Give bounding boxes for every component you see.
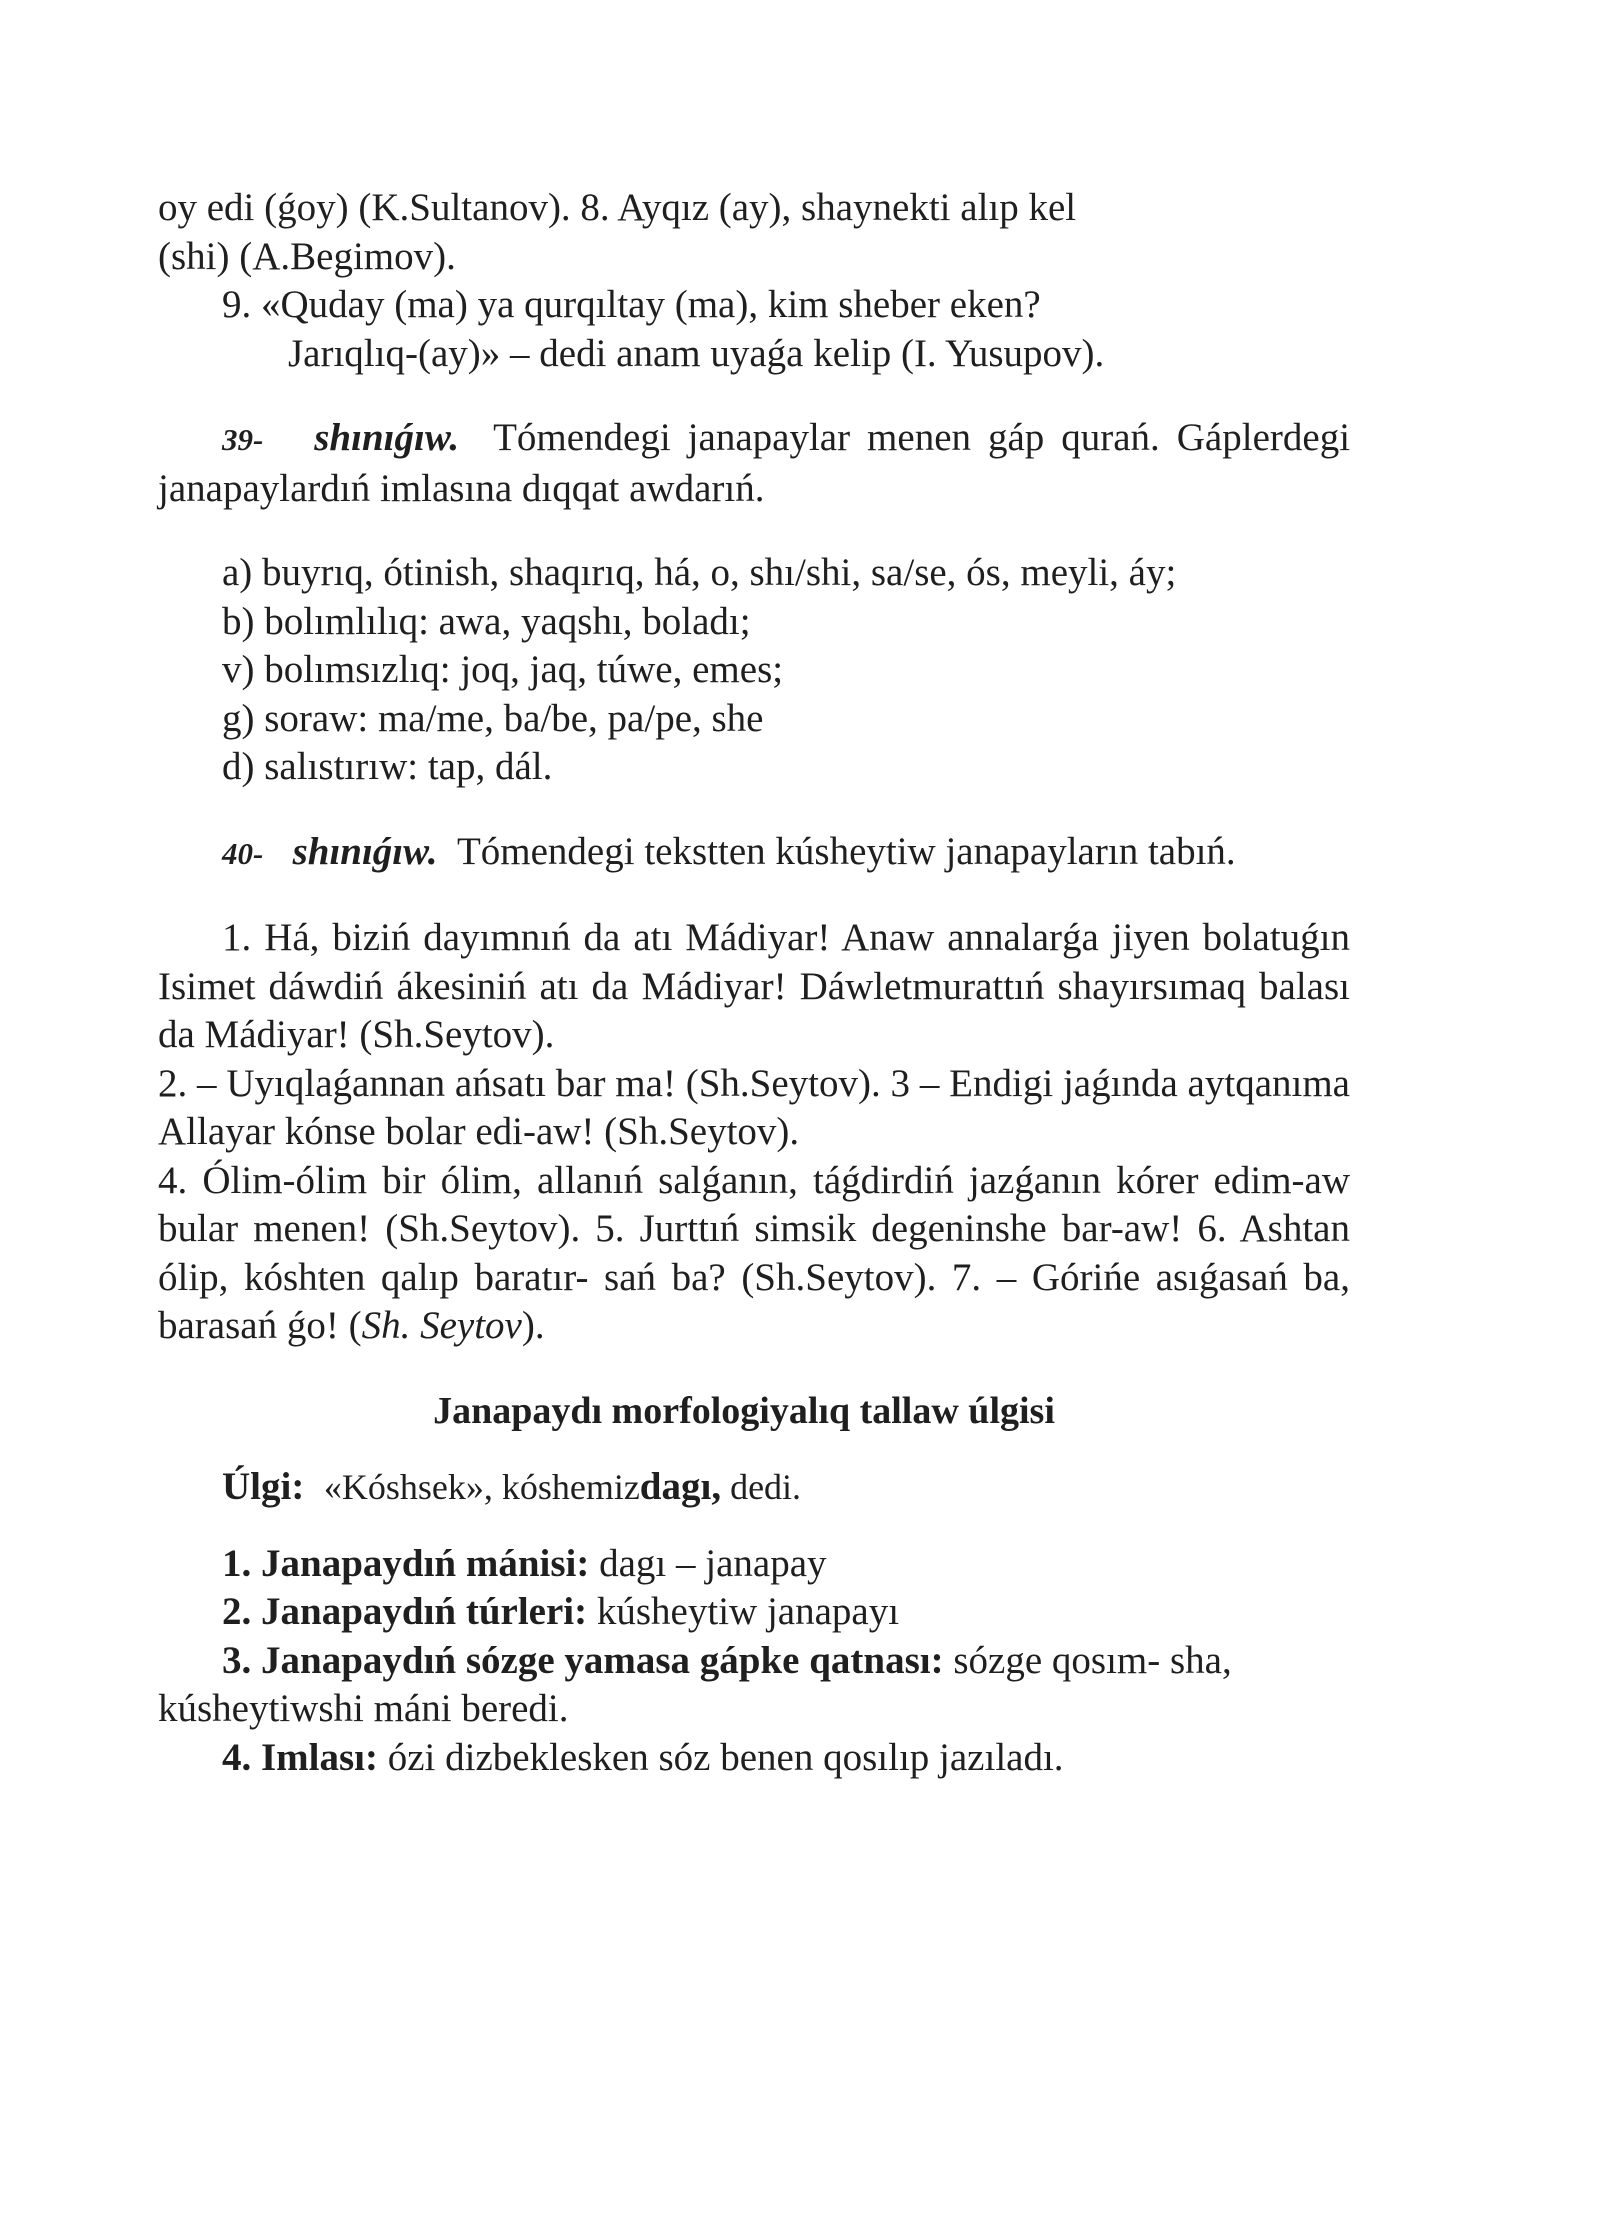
example-text: dedi.: [721, 1467, 802, 1507]
analysis-value: dagı – janapay: [589, 1541, 827, 1585]
analysis-item: [158, 1637, 1350, 1734]
example-highlight: dagı,: [639, 1465, 722, 1508]
text-line: Jarıqlıq-(ay)» – dedi anam uyaǵa kelip (I. Yusupov).: [288, 331, 1105, 375]
spacer: [158, 378, 1350, 414]
analysis-item: [158, 1734, 1350, 1783]
list-item: g) soraw: ma/me, ba/be, pa/pe, she: [222, 696, 764, 740]
example-text: «Kóshsek», kóshemiz: [323, 1467, 640, 1507]
analysis-label: 3. Janapaydıń sózge yamasa gápke qatnası:: [222, 1638, 944, 1682]
spacer: [158, 792, 1350, 828]
list-item: a) buyrıq, ótinish, shaqırıq, há, o, shı/shi, sa/se, ós, meyli, áy;: [222, 551, 1177, 594]
example-label: Úlgi:: [222, 1465, 305, 1508]
paragraph-text: ).: [521, 1304, 545, 1347]
analysis-label: 4. Imlası:: [222, 1735, 378, 1779]
exercise-number: 40-: [222, 835, 264, 871]
analysis-value: ózi dizbeklesken sóz benen qosılıp jazıladı.: [378, 1735, 1064, 1779]
paragraph: 2. – Uyıqlaǵannan ańsatı bar ma! (Sh.Seytov). 3 – Endigi jaǵında aytqanıma Allayar kónse bolar edi-aw! (Sh.Seytov).: [158, 1061, 1350, 1153]
analysis-value: sózge qosım- sha, kúsheytiwshi máni beredi.: [158, 1638, 1232, 1730]
exercise-word: shınıǵıw.: [292, 829, 438, 873]
spacer: [158, 513, 1350, 549]
exercise-text: Tómendegi janapaylar menen gáp qurań. Gáplerdegi janapaylardıń imlasına dıqqat awdarıń.: [158, 416, 1351, 510]
spacer: [158, 1435, 1350, 1463]
paragraph: [158, 1157, 1350, 1351]
paragraph: 1. Há, biziń dayımnıń da atı Mádiyar! Anaw annalarǵa jiyen bolatuǵın Isimet dáwdiń ákesiniń atı da Mádiyar! Dáwletmurattıń shayırsımaq balası da Mádiyar! (Sh.Seytov).: [158, 916, 1350, 1056]
example-line: [158, 1463, 1350, 1512]
citation-italic: Sh. Seytov: [361, 1304, 522, 1347]
spacer: [158, 878, 1350, 914]
analysis-label: 2. Janapaydıń túrleri:: [222, 1590, 588, 1633]
section-heading: Janapaydı morfologiyalıq tallaw úlgisi: [433, 1389, 1055, 1432]
analysis-item: [158, 1588, 1350, 1637]
list-item: v) bolımsızlıq: joq, jaq, túwe, emes;: [222, 648, 784, 691]
list-item: b) bolımlılıq: awa, yaqshı, boladı;: [222, 599, 751, 643]
text-line: 9. «Quday (ma) ya qurqıltay (ma), kim sheber eken?: [222, 283, 1041, 326]
document-page: [158, 184, 1350, 1782]
text-line: (shi) (A.Begimov).: [158, 234, 456, 278]
exercise-39: [158, 414, 1350, 513]
analysis-item: [158, 1540, 1350, 1589]
list-item: d) salıstırıw: tap, dál.: [222, 745, 553, 788]
text-line: oy edi (ǵoy) (K.Sultanov). 8. Ayqız (ay), shaynekti alıp kel: [158, 186, 1077, 229]
analysis-label: 1. Janapaydıń mánisi:: [222, 1541, 590, 1585]
exercise-40: [158, 828, 1350, 879]
analysis-value: kúsheytiw janapayı: [587, 1590, 900, 1633]
spacer: [158, 1351, 1350, 1387]
exercise-word: shınıǵıw.: [314, 416, 460, 459]
exercise-text: Tómendegi tekstten kúsheytiw janapayların tabıń.: [456, 829, 1236, 873]
paragraph-text: 4. Ólim-ólim bir ólim, allanıń salǵanın, táǵdirdiń jazǵanın kórer edim-aw bular menen! (Sh.Seytov). 5. Jurttıń simsik degeninshe bar-aw! 6. Ashtan ólip, kóshten qalıp baratır- sań ba? (Sh.Seytov). 7. – Górińe asıǵasań ba, barasań ǵo! (: [158, 1158, 1350, 1347]
spacer: [158, 1512, 1350, 1540]
exercise-number: 39-: [222, 422, 264, 457]
